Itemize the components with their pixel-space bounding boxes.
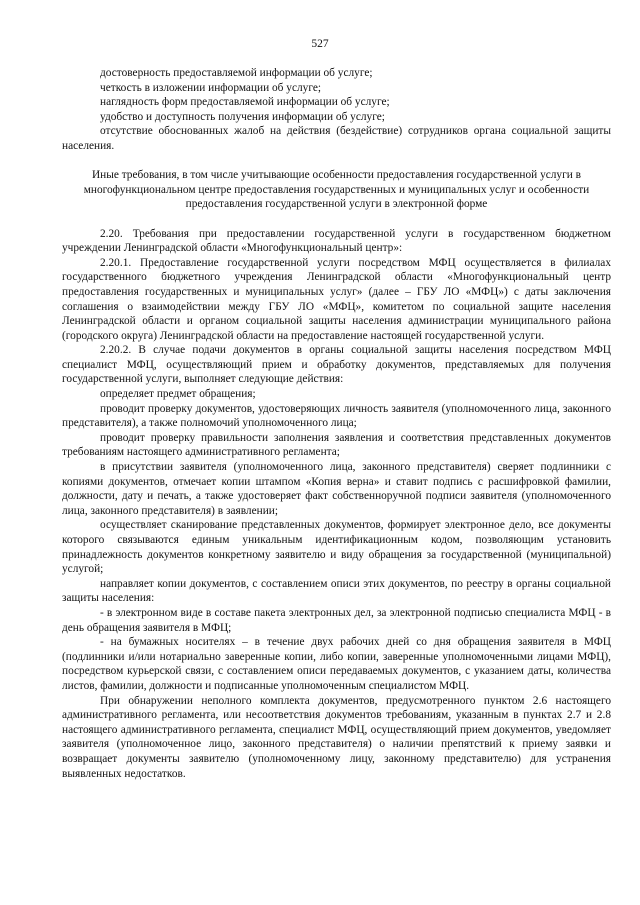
- paragraph-2-20: 2.20. Требования при предоставлении государственной услуги в государственном бюджетном учреждении Ленинградской области «Многофункциональный центр»:: [62, 227, 611, 255]
- action-item: проводит проверку правильности заполнения заявления и соответствия представленных документов требованиям настоящего административного регламента;: [62, 431, 611, 459]
- document-body: [62, 66, 611, 781]
- paragraph-2-20-1: 2.20.1. Предоставление государственной услуги посредством МФЦ осуществляется в филиалах государственного бюджетного учреждения Ленинградской области «Многофункциональный центр предоставления государственных и муниципальных услуг» (далее – ГБУ ЛО «МФЦ») с даты заключения соглашения о взаимодействии между ГБУ ЛО «МФЦ», комитетом по социальной защите населения Ленинградской области и органом социальной защиты населения администрации муниципального района (городского округа) Ленинградской области на предоставление настоящей государственной услуги.: [62, 256, 611, 342]
- list-item: достоверность предоставляемой информации об услуге;: [100, 67, 373, 79]
- spacer: [62, 154, 611, 169]
- paragraph-incomplete-docs: При обнаружении неполного комплекта документов, предусмотренного пунктом 2.6 настоящего административного регламента, или несоответствия документов требованиям, указанным в пунктах 2.7 и 2.8 настоящего административного регламента, специалист МФЦ, осуществляющий прием документов, уведомляет заявителя (уполномоченное лицо, законного представителя) о наличии препятствий к приему заявки и возвращает документы заявителю (уполномоченному лицу, законному представителю) для устранения выявленных недостатков.: [62, 694, 611, 780]
- delivery-item: - на бумажных носителях – в течение двух рабочих дней со дня обращения заявителя в МФЦ (подлинники и/или нотариально заверенные копии, либо копии, заверенные уполномоченными лицами МФЦ), посредством курьерской связи, с составлением описи передаваемых документов, с указанием даты, количества листов, фамилии, должности и подписанные уполномоченным специалистом МФЦ.: [62, 636, 611, 692]
- action-item: в присутствии заявителя (уполномоченного лица, законного представителя) сверяет подлинники с копиями документов, отмечает копии штампом «Копия верна» и ставит подпись с расшифровкой фамилии, должности, дату и печать, а также удостоверяет факт собственноручной подписи заявителя (уполномоченного лица, законного представителя) в заявлении;: [62, 461, 611, 517]
- list-item: наглядность форм предоставляемой информации об услуге;: [100, 96, 390, 109]
- list-item: четкость в изложении информации об услуге;: [100, 81, 322, 94]
- action-item: осуществляет сканирование представленных документов, формирует электронное дело, все документы которого связываются единым уникальным идентификационным кодом, позволяющим установить принадлежность документов конкретному заявителю и виду обращения за государственной (муниципальной) услугой;: [62, 519, 611, 576]
- list-item: удобство и доступность получения информации об услуге;: [100, 110, 385, 123]
- delivery-item: - в электронном виде в составе пакета электронных дел, за электронной подписью специалиста МФЦ - в день обращения заявителя в МФЦ;: [62, 606, 611, 634]
- action-item: направляет копии документов, с составлением описи этих документов, по реестру в органы социальной защиты населения:: [62, 577, 611, 605]
- section-title: Иные требования, в том числе учитывающие особенности предоставления государственной услуги в многофункциональном центре предоставления государственных и муниципальных услуг и особенности предоставления государственной услуги в электронной форме: [83, 169, 590, 211]
- paragraph-2-20-2: 2.20.2. В случае подачи документов в органы социальной защиты населения посредством МФЦ специалист МФЦ, осуществляющий прием и обработку документов, представляемых для получения государственной услуги, выполняет следующие действия:: [62, 344, 611, 386]
- action-item: определяет предмет обращения;: [100, 388, 256, 401]
- list-item: отсутствие обоснованных жалоб на действия (бездействие) сотрудников органа социальной защиты населения.: [62, 125, 611, 152]
- spacer: [62, 212, 611, 227]
- page-number: 527: [311, 38, 329, 50]
- action-item: проводит проверку документов, удостоверяющих личность заявителя (уполномоченного лица, законного представителя), а также полномочий уполномоченного лица;: [62, 402, 611, 430]
